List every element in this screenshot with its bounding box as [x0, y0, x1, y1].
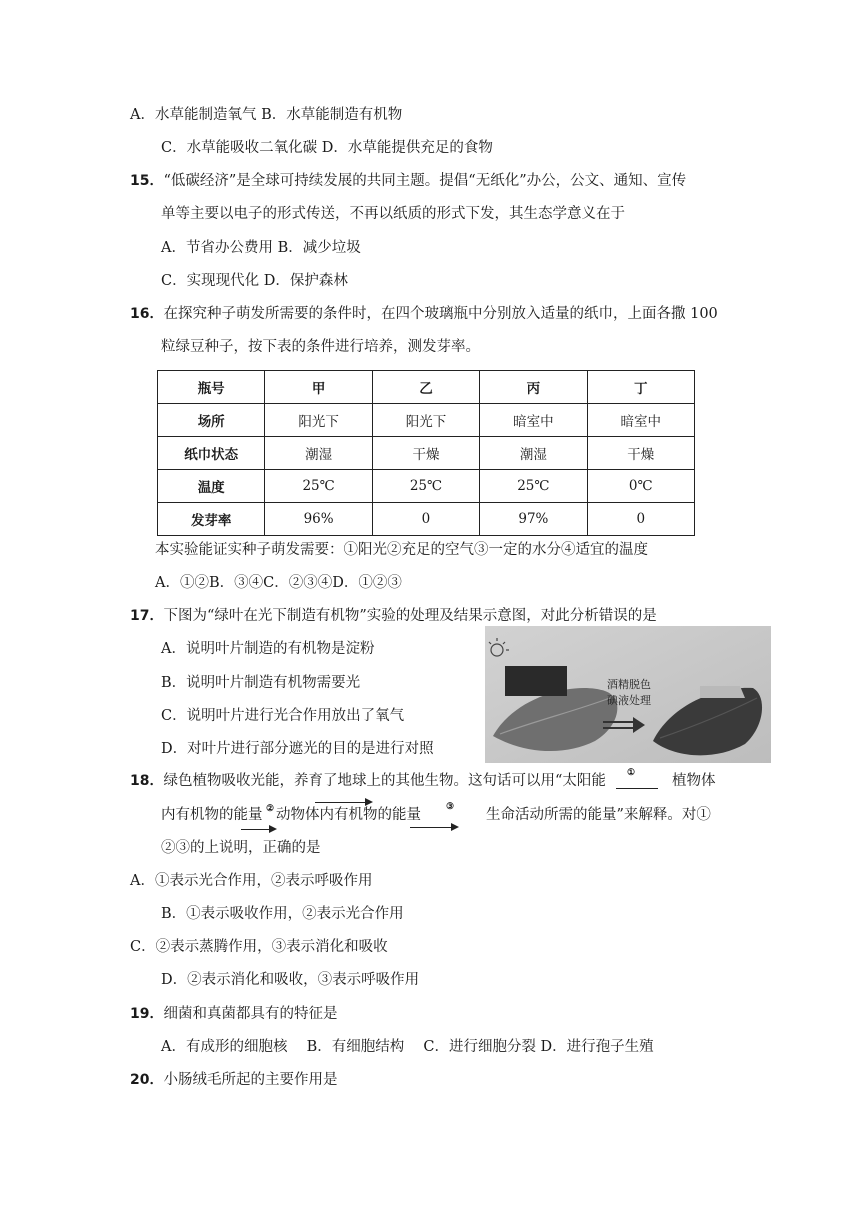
q18-stem-line1	[130, 772, 606, 790]
q17-option-c: C．说明叶片进行光合作用放出了氧气	[161, 708, 405, 724]
q18-stem-line3: ②③的上说明，正确的是	[161, 840, 321, 856]
q16-stem-line2: 粒绿豆种子，按下表的条件进行培养，测发芽率。	[161, 339, 480, 355]
q19-stem-text: 细菌和真菌都具有的特征是	[163, 1006, 338, 1022]
seed-germination-table	[157, 370, 695, 536]
q19-stem	[130, 1005, 337, 1023]
q18-arrow-2b-head	[365, 798, 373, 806]
q18-arrow-3	[410, 827, 452, 828]
leaf-experiment-illustration	[485, 626, 771, 763]
table-row-label: 纸巾状态	[158, 437, 265, 470]
table-cell: 96%	[265, 503, 372, 536]
figure-label-iodine: 碘液处理	[607, 694, 651, 707]
q16-conclusion: 本实验能证实种子萌发需要：①阳光②充足的空气③一定的水分④适宜的温度	[155, 542, 648, 558]
q18-stem-text2b: 动物体内有机物的能量	[276, 807, 421, 823]
q15-option-a-b: A．节省办公费用 B．减少垃圾	[161, 240, 361, 256]
q18-number: 18．	[130, 773, 164, 789]
table-header-cell: 甲	[265, 371, 372, 404]
table-cell: 0℃	[587, 470, 694, 503]
q18-option-b: B．①表示吸收作用，②表示光合作用	[161, 906, 404, 922]
table-cell: 干燥	[372, 437, 479, 470]
q18-stem-text1c: 生命活动所需的能量”来解释。对①	[486, 807, 711, 823]
q18-option-d: D．②表示消化和吸收，③表示呼吸作用	[161, 972, 420, 988]
q15-number: 15．	[130, 173, 164, 189]
q20-number: 20．	[130, 1072, 164, 1088]
table-cell: 25℃	[372, 470, 479, 503]
table-cell: 暗室中	[480, 404, 587, 437]
table-cell: 潮湿	[265, 437, 372, 470]
table-row-label: 场所	[158, 404, 265, 437]
q19-number: 19．	[130, 1006, 164, 1022]
figure-label-decolor: 酒精脱色	[607, 678, 651, 691]
table-cell: 暗室中	[587, 404, 694, 437]
table-cell: 潮湿	[480, 437, 587, 470]
table-header-cell: 瓶号	[158, 371, 265, 404]
table-row	[158, 470, 695, 503]
q18-arrow-2a	[241, 829, 271, 830]
table-cell: 阳光下	[265, 404, 372, 437]
q18-marker-1: ①	[627, 768, 636, 778]
table-header-cell: 乙	[372, 371, 479, 404]
q18-stem-text2a: 内有机物的能量	[161, 807, 263, 823]
q18-option-c: C．②表示蒸腾作用，③表示消化和吸收	[130, 939, 388, 955]
light-shield	[505, 666, 567, 696]
q16-number: 16．	[130, 306, 164, 322]
table-row	[158, 437, 695, 470]
q17-option-d: D．对叶片进行部分遮光的目的是进行对照	[161, 741, 434, 757]
q16-options: A．①②B．③④C．②③④D．①②③	[155, 575, 402, 591]
q18-arrow-2a-head	[269, 825, 277, 833]
q15-option-c-d: C．实现现代化 D．保护森林	[161, 273, 348, 289]
q18-arrow-3-head	[451, 823, 459, 831]
table-row	[158, 404, 695, 437]
q17-option-b: B．说明叶片制造有机物需要光	[161, 675, 361, 691]
q16-stem-text1: 在探究种子萌发所需要的条件时，在四个玻璃瓶中分别放入适量的纸巾，上面各撒 100	[163, 306, 718, 322]
q15-stem-text1: “低碳经济”是全球可持续发展的共同主题。提倡“无纸化”办公，公文、通知、宣传	[163, 173, 687, 189]
q18-option-a: A．①表示光合作用，②表示呼吸作用	[130, 873, 373, 889]
table-cell: 25℃	[265, 470, 372, 503]
q17-stem	[130, 607, 657, 625]
table-cell: 97%	[480, 503, 587, 536]
q15-stem-line2: 单等主要以电子的形式传送，不再以纸质的形式下发，其生态学意义在于	[161, 206, 625, 222]
q18-stem-text1a: 绿色植物吸收光能，养育了地球上的其他生物。这句话可以用“太阳能	[163, 773, 606, 789]
table-cell: 0	[587, 503, 694, 536]
table-cell: 阳光下	[372, 404, 479, 437]
q18-marker-3: ③	[446, 802, 455, 812]
table-header-cell: 丁	[587, 371, 694, 404]
q14-option-c-d: C．水草能吸收二氧化碳 D．水草能提供充足的食物	[161, 140, 493, 156]
table-row	[158, 503, 695, 536]
table-cell: 干燥	[587, 437, 694, 470]
q18-arrow-1	[616, 788, 658, 789]
table-header-cell: 丙	[480, 371, 587, 404]
table-header-row	[158, 371, 695, 404]
q16-stem-line1	[130, 305, 718, 323]
table-row-label: 发芽率	[158, 503, 265, 536]
table-row-label: 温度	[158, 470, 265, 503]
q20-stem-text: 小肠绒毛所起的主要作用是	[163, 1072, 338, 1088]
q14-option-a-b: A．水草能制造氧气 B．水草能制造有机物	[130, 107, 403, 123]
q17-stem-text: 下图为“绿叶在光下制造有机物”实验的处理及结果示意图，对此分析错误的是	[163, 608, 657, 624]
q17-number: 17．	[130, 608, 164, 624]
table-cell: 0	[372, 503, 479, 536]
q17-option-a: A．说明叶片制造的有机物是淀粉	[161, 641, 375, 657]
q20-stem	[130, 1071, 337, 1089]
q18-stem-text1b: 植物体	[672, 773, 716, 789]
table-cell: 25℃	[480, 470, 587, 503]
leaf-experiment-figure	[485, 626, 771, 763]
q18-arrow-2b	[315, 802, 367, 803]
q15-stem-line1	[130, 172, 686, 190]
q19-options: A．有成形的细胞核 B．有细胞结构 C．进行细胞分裂 D．进行孢子生殖	[161, 1039, 654, 1055]
q18-marker-2: ②	[266, 804, 275, 814]
